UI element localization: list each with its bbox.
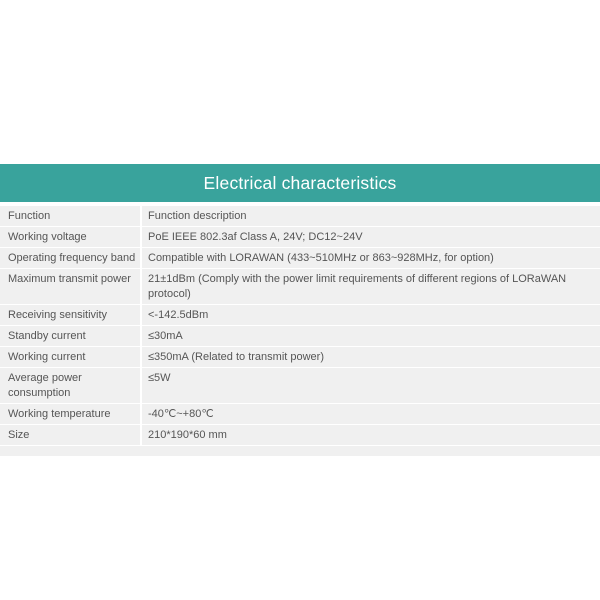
table-row [0,248,600,269]
table-row [0,326,600,347]
spec-value: 21±1dBm (Comply with the power limit requirements of different regions of LORaWAN protocol) [148,272,567,300]
spec-label: Function [0,206,142,226]
spec-label: Standby current [0,326,142,346]
spec-label: Size [0,425,142,445]
spec-value: -40℃~+80℃ [148,407,214,420]
spec-label: Average power consumption [0,368,142,403]
spec-label: Maximum transmit power [0,269,142,304]
spec-value: Function description [148,209,247,222]
spec-value: ≤5W [148,371,171,384]
table-row [0,347,600,368]
table-row [0,425,600,446]
spec-label: Receiving sensitivity [0,305,142,325]
spec-table [0,206,600,456]
section-header [0,164,600,202]
spec-value: 210*190*60 mm [148,428,227,441]
spec-label: Operating frequency band [0,248,142,268]
spec-value: Compatible with LORAWAN (433~510MHz or 863~928MHz, for option) [148,251,494,264]
table-row [0,269,600,305]
section-title: Electrical characteristics [203,172,397,193]
table-row [0,206,600,227]
spec-label: Working temperature [0,404,142,424]
table-row [0,227,600,248]
table-bottom-strip [0,446,600,456]
table-row [0,368,600,404]
table-row [0,404,600,425]
spec-value: <-142.5dBm [148,308,209,321]
spec-value: ≤30mA [148,329,183,342]
spec-value: PoE IEEE 802.3af Class A, 24V; DC12~24V [148,230,363,243]
spec-label: Working current [0,347,142,367]
spec-value: ≤350mA (Related to transmit power) [148,350,324,363]
spec-label: Working voltage [0,227,142,247]
table-row [0,305,600,326]
